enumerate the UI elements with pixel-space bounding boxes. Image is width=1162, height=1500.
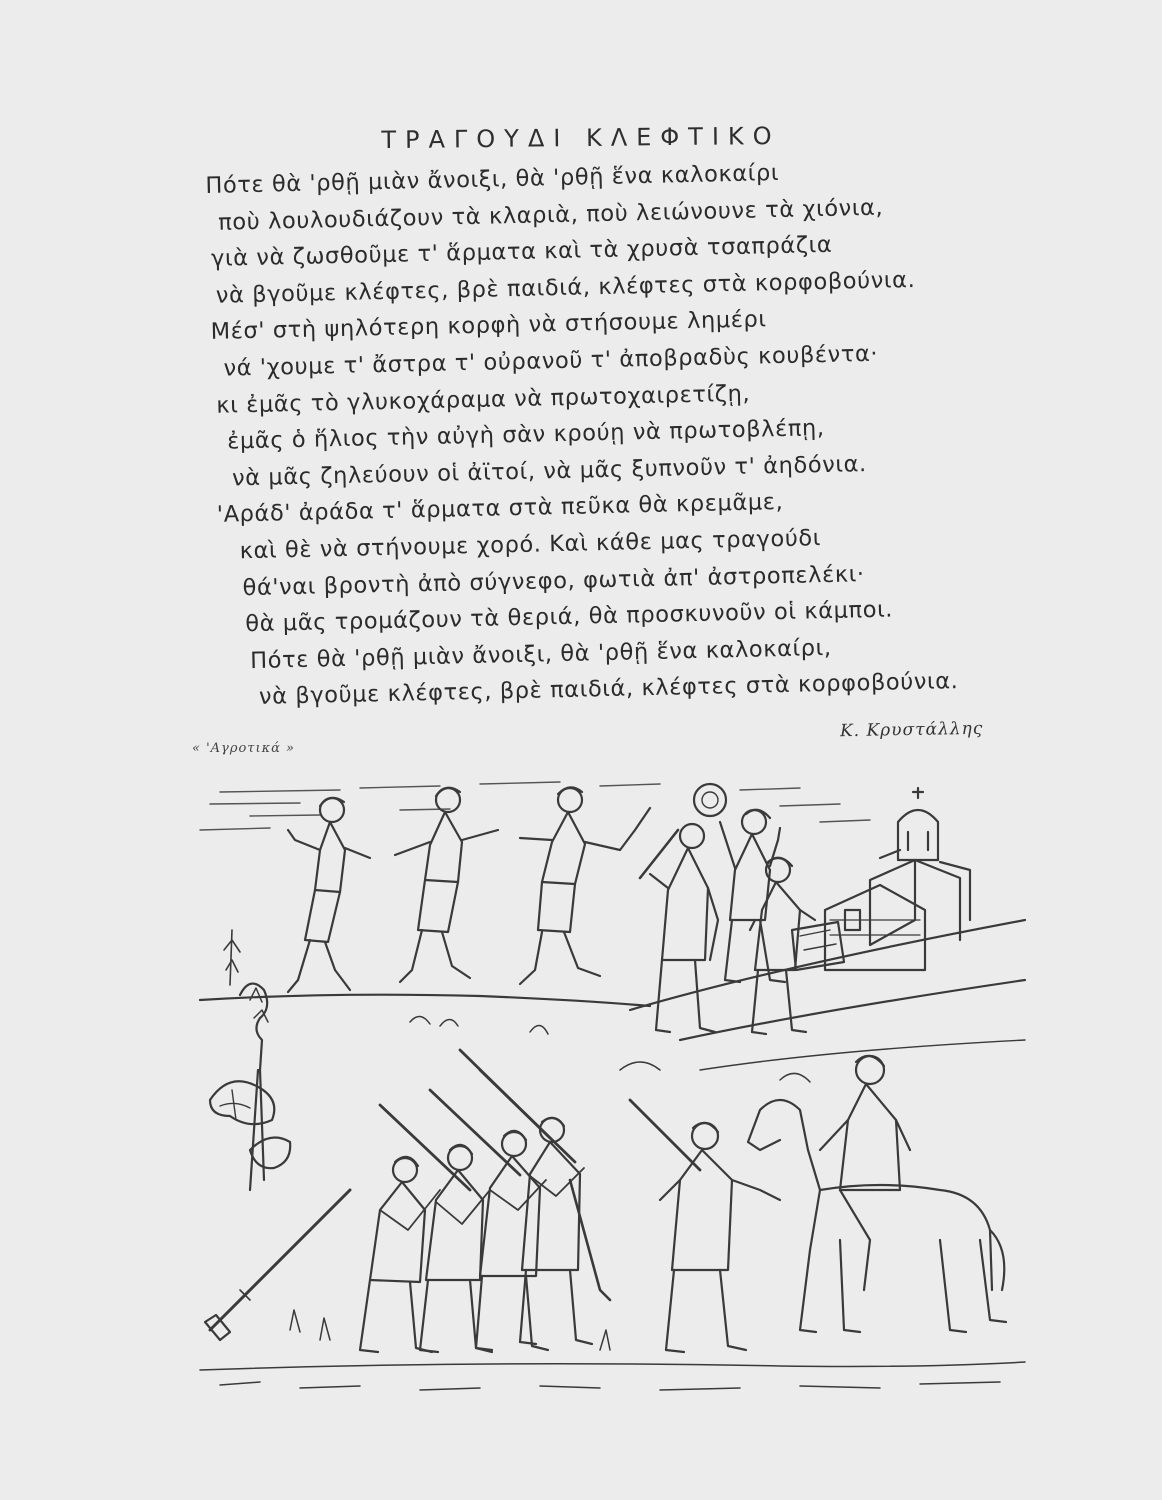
- page-title: ΤΡΑΓΟΥΔΙ ΚΛΕΦΤΙΚΟ: [381, 121, 781, 155]
- musician-tambourine: [694, 784, 785, 982]
- poem-line: νά 'χουμε τ' ἄστρα τ' οὐρανοῦ τ' ἀποβραδὺς κουβέντα·: [223, 340, 879, 382]
- poem-line: νὰ βγοῦμε κλέφτες, βρὲ παιδιά, κλέφτες στὰ κορφοβούνια.: [215, 266, 916, 309]
- poem-line: Πότε θὰ 'ρθῇ μιὰν ἄνοιξι, θὰ 'ρθῇ ἕνα καλοκαίρι,: [249, 634, 832, 674]
- soldier-2: [420, 1090, 520, 1352]
- fir-tree: [210, 984, 290, 1190]
- musician-flute: [640, 824, 718, 1032]
- sky-hatching: [200, 782, 870, 830]
- poem-source: « 'Αγροτικά »: [192, 741, 295, 756]
- dancer-1: [288, 798, 370, 992]
- poem-line: νὰ μᾶς ζηλεύουν οἱ ἀϊτοί, νὰ μᾶς ξυπνοῦν τ' ἀηδόνια.: [231, 450, 868, 492]
- dancer-2: [395, 788, 498, 982]
- illustration-svg: [180, 770, 1030, 1405]
- poem-line: θὰ μᾶς τρομάζουν τὰ θεριά, θὰ προσκυνοῦν οἱ κάμποι.: [245, 596, 894, 638]
- woodcut-illustration: [180, 770, 1030, 1405]
- poem-line: θά'ναι βροντὴ ἀπὸ σύγνεφο, φωτιὰ ἀπ' ἀστροπελέκι·: [242, 560, 865, 601]
- poem-line: ἐμᾶς ὁ ἥλιος τὴν αὐγὴ σὰν κρούῃ νὰ πρωτοβλέπῃ,: [226, 415, 825, 455]
- rifle-leaning: [205, 1190, 350, 1340]
- poem-line: καὶ θὲ νὰ στήνουμε χορό. Καὶ κάθε μας τραγούδι: [239, 525, 822, 565]
- poem-line: 'Αράδ' ἀράδα τ' ἅρματα στὰ πεῦκα θὰ κρεμᾶμε,: [216, 489, 784, 529]
- poem-line: Μέσ' στὴ ψηλότερη κορφὴ νὰ στήσουμε λημέρι: [210, 306, 767, 346]
- poem-author: Κ. Κρυστάλλης: [839, 718, 984, 742]
- poem-line: κι ἐμᾶς τὸ γλυκοχάραμα νὰ πρωτοχαιρετίζῃ,: [216, 380, 751, 419]
- bush-left: [224, 930, 240, 985]
- chapel-building: [825, 788, 970, 970]
- soldier-4: [460, 1050, 610, 1344]
- soldier-3: [476, 1070, 575, 1350]
- soldier-greeting: [630, 1100, 780, 1352]
- lower-ground: [200, 1310, 1025, 1390]
- upper-ground: [200, 920, 1025, 1082]
- poem-line: ποὺ λουλουδιάζουν τὰ κλαριὰ, ποὺ λειώνουνε τὰ χιόνια,: [217, 194, 884, 236]
- poem-line: νὰ βγοῦμε κλέφτες, βρὲ παιδιά, κλέφτες στὰ κορφοβούνια.: [258, 668, 959, 711]
- poem-line: Πότε θὰ 'ρθῇ μιὰν ἄνοιξι, θὰ 'ρθῇ ἕνα καλοκαίρι: [205, 159, 780, 199]
- horse-with-rider: [748, 1056, 1006, 1332]
- poem-body: [205, 148, 1077, 716]
- poem-line: γιὰ νὰ ζωσθοῦμε τ' ἅρματα καὶ τὰ χρυσὰ τσαπράζια: [210, 231, 833, 273]
- dancer-3: [520, 787, 650, 984]
- soldier-1: [360, 1105, 470, 1352]
